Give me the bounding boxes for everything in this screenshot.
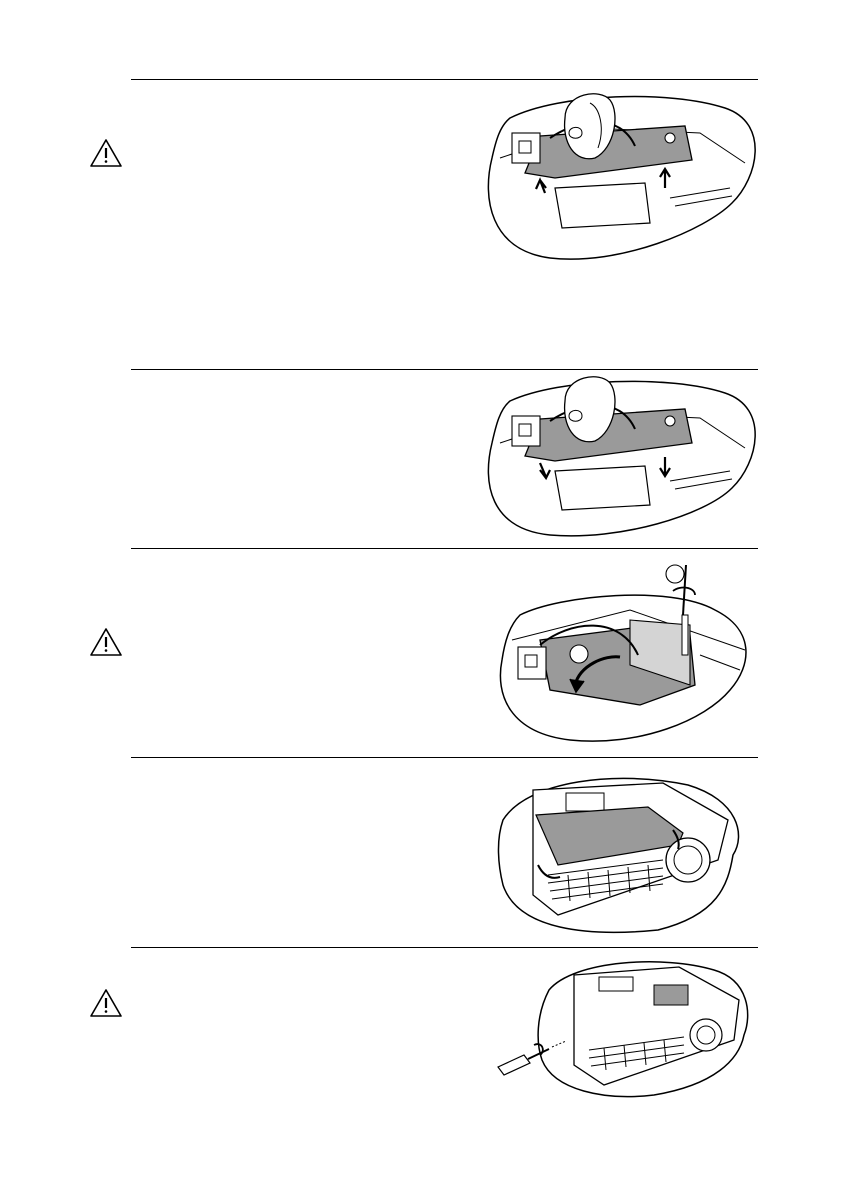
warning-triangle-icon (88, 987, 124, 1019)
lamp-cover-illustration (488, 765, 748, 935)
section-divider-3 (131, 548, 758, 549)
section-divider-1 (131, 79, 758, 80)
callout-circle-1 (570, 645, 588, 663)
lamp-removal-illustration (470, 88, 760, 268)
section-divider-5 (131, 947, 758, 948)
callout-circle-2 (666, 565, 684, 583)
lamp-screw-illustration (490, 555, 760, 750)
cover-screw-illustration (494, 955, 754, 1100)
warning-triangle-icon (88, 137, 124, 169)
section-divider-2 (131, 369, 758, 370)
section-divider-4 (131, 757, 758, 758)
lamp-insert-illustration (470, 373, 760, 543)
warning-triangle-icon (88, 626, 124, 658)
